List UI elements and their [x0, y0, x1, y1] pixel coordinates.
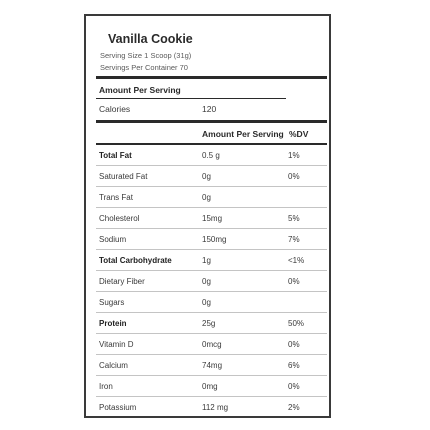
nutrient-dv: 0%: [288, 340, 300, 349]
nutrient-dv: 1%: [288, 151, 300, 160]
nutrient-name: Saturated Fat: [99, 172, 148, 181]
nutrient-dv: 7%: [288, 235, 300, 244]
nutrient-name: Potassium: [99, 403, 137, 412]
servings-per-container: Servings Per Container 70: [100, 63, 188, 72]
serving-size: Serving Size 1 Scoop (31g): [100, 51, 192, 60]
nutrient-name: Total Carbohydrate: [99, 256, 172, 265]
nutrient-amount: 0g: [202, 172, 211, 181]
nutrient-name: Vitamin D: [99, 340, 134, 349]
table-row: [96, 354, 327, 375]
table-row: [96, 143, 327, 165]
calories-value: 120: [202, 104, 217, 114]
table-header-amount: Amount Per Serving: [202, 129, 284, 139]
nutrient-dv: 50%: [288, 319, 305, 328]
nutrient-name: Protein: [99, 319, 127, 328]
nutrient-dv: 0%: [288, 172, 300, 181]
nutrient-amount: 0.5 g: [202, 151, 220, 160]
nutrient-amount: 0mg: [202, 382, 218, 391]
nutrient-amount: 0g: [202, 298, 211, 307]
nutrient-amount: 0mcg: [202, 340, 222, 349]
nutrient-amount: 0g: [202, 277, 211, 286]
product-title: Vanilla Cookie: [108, 32, 193, 46]
nutrient-dv: 0%: [288, 277, 300, 286]
nutrition-facts-label: [84, 14, 331, 418]
nutrient-dv: 6%: [288, 361, 300, 370]
nutrient-name: Calcium: [99, 361, 128, 370]
nutrient-name: Total Fat: [99, 151, 132, 160]
nutrient-amount: 25g: [202, 319, 216, 328]
nutrient-name: Sugars: [99, 298, 125, 307]
calories-label: Calories: [99, 104, 131, 114]
nutrient-dv: <1%: [288, 256, 305, 265]
amount-per-serving-heading: Amount Per Serving: [99, 85, 181, 95]
table-row: [96, 249, 327, 270]
table-row: [96, 270, 327, 291]
nutrient-amount: 0g: [202, 193, 211, 202]
table-header-dv: %DV: [289, 129, 309, 139]
divider-thick-top: [96, 76, 327, 79]
table-row: [96, 228, 327, 249]
nutrient-amount: 1g: [202, 256, 211, 265]
nutrient-amount: 150mg: [202, 235, 227, 244]
table-row: [96, 291, 327, 312]
table-row: [96, 186, 327, 207]
nutrient-dv: 5%: [288, 214, 300, 223]
table-row: [96, 375, 327, 396]
table-row: [96, 207, 327, 228]
table-row: [96, 165, 327, 186]
nutrient-name: Sodium: [99, 235, 127, 244]
table-row: [96, 396, 327, 417]
table-row: [96, 312, 327, 333]
divider-thin: [96, 98, 286, 99]
table-row: [96, 333, 327, 354]
nutrient-amount: 15mg: [202, 214, 223, 223]
nutrient-amount: 112 mg: [202, 403, 229, 412]
nutrient-table: [96, 143, 327, 417]
nutrient-amount: 74mg: [202, 361, 223, 370]
nutrient-name: Iron: [99, 382, 113, 391]
nutrient-name: Cholesterol: [99, 214, 140, 223]
nutrient-name: Trans Fat: [99, 193, 133, 202]
nutrient-dv: 0%: [288, 382, 300, 391]
divider-thick-mid: [96, 120, 327, 123]
nutrient-name: Dietary Fiber: [99, 277, 145, 286]
nutrient-dv: 2%: [288, 403, 300, 412]
